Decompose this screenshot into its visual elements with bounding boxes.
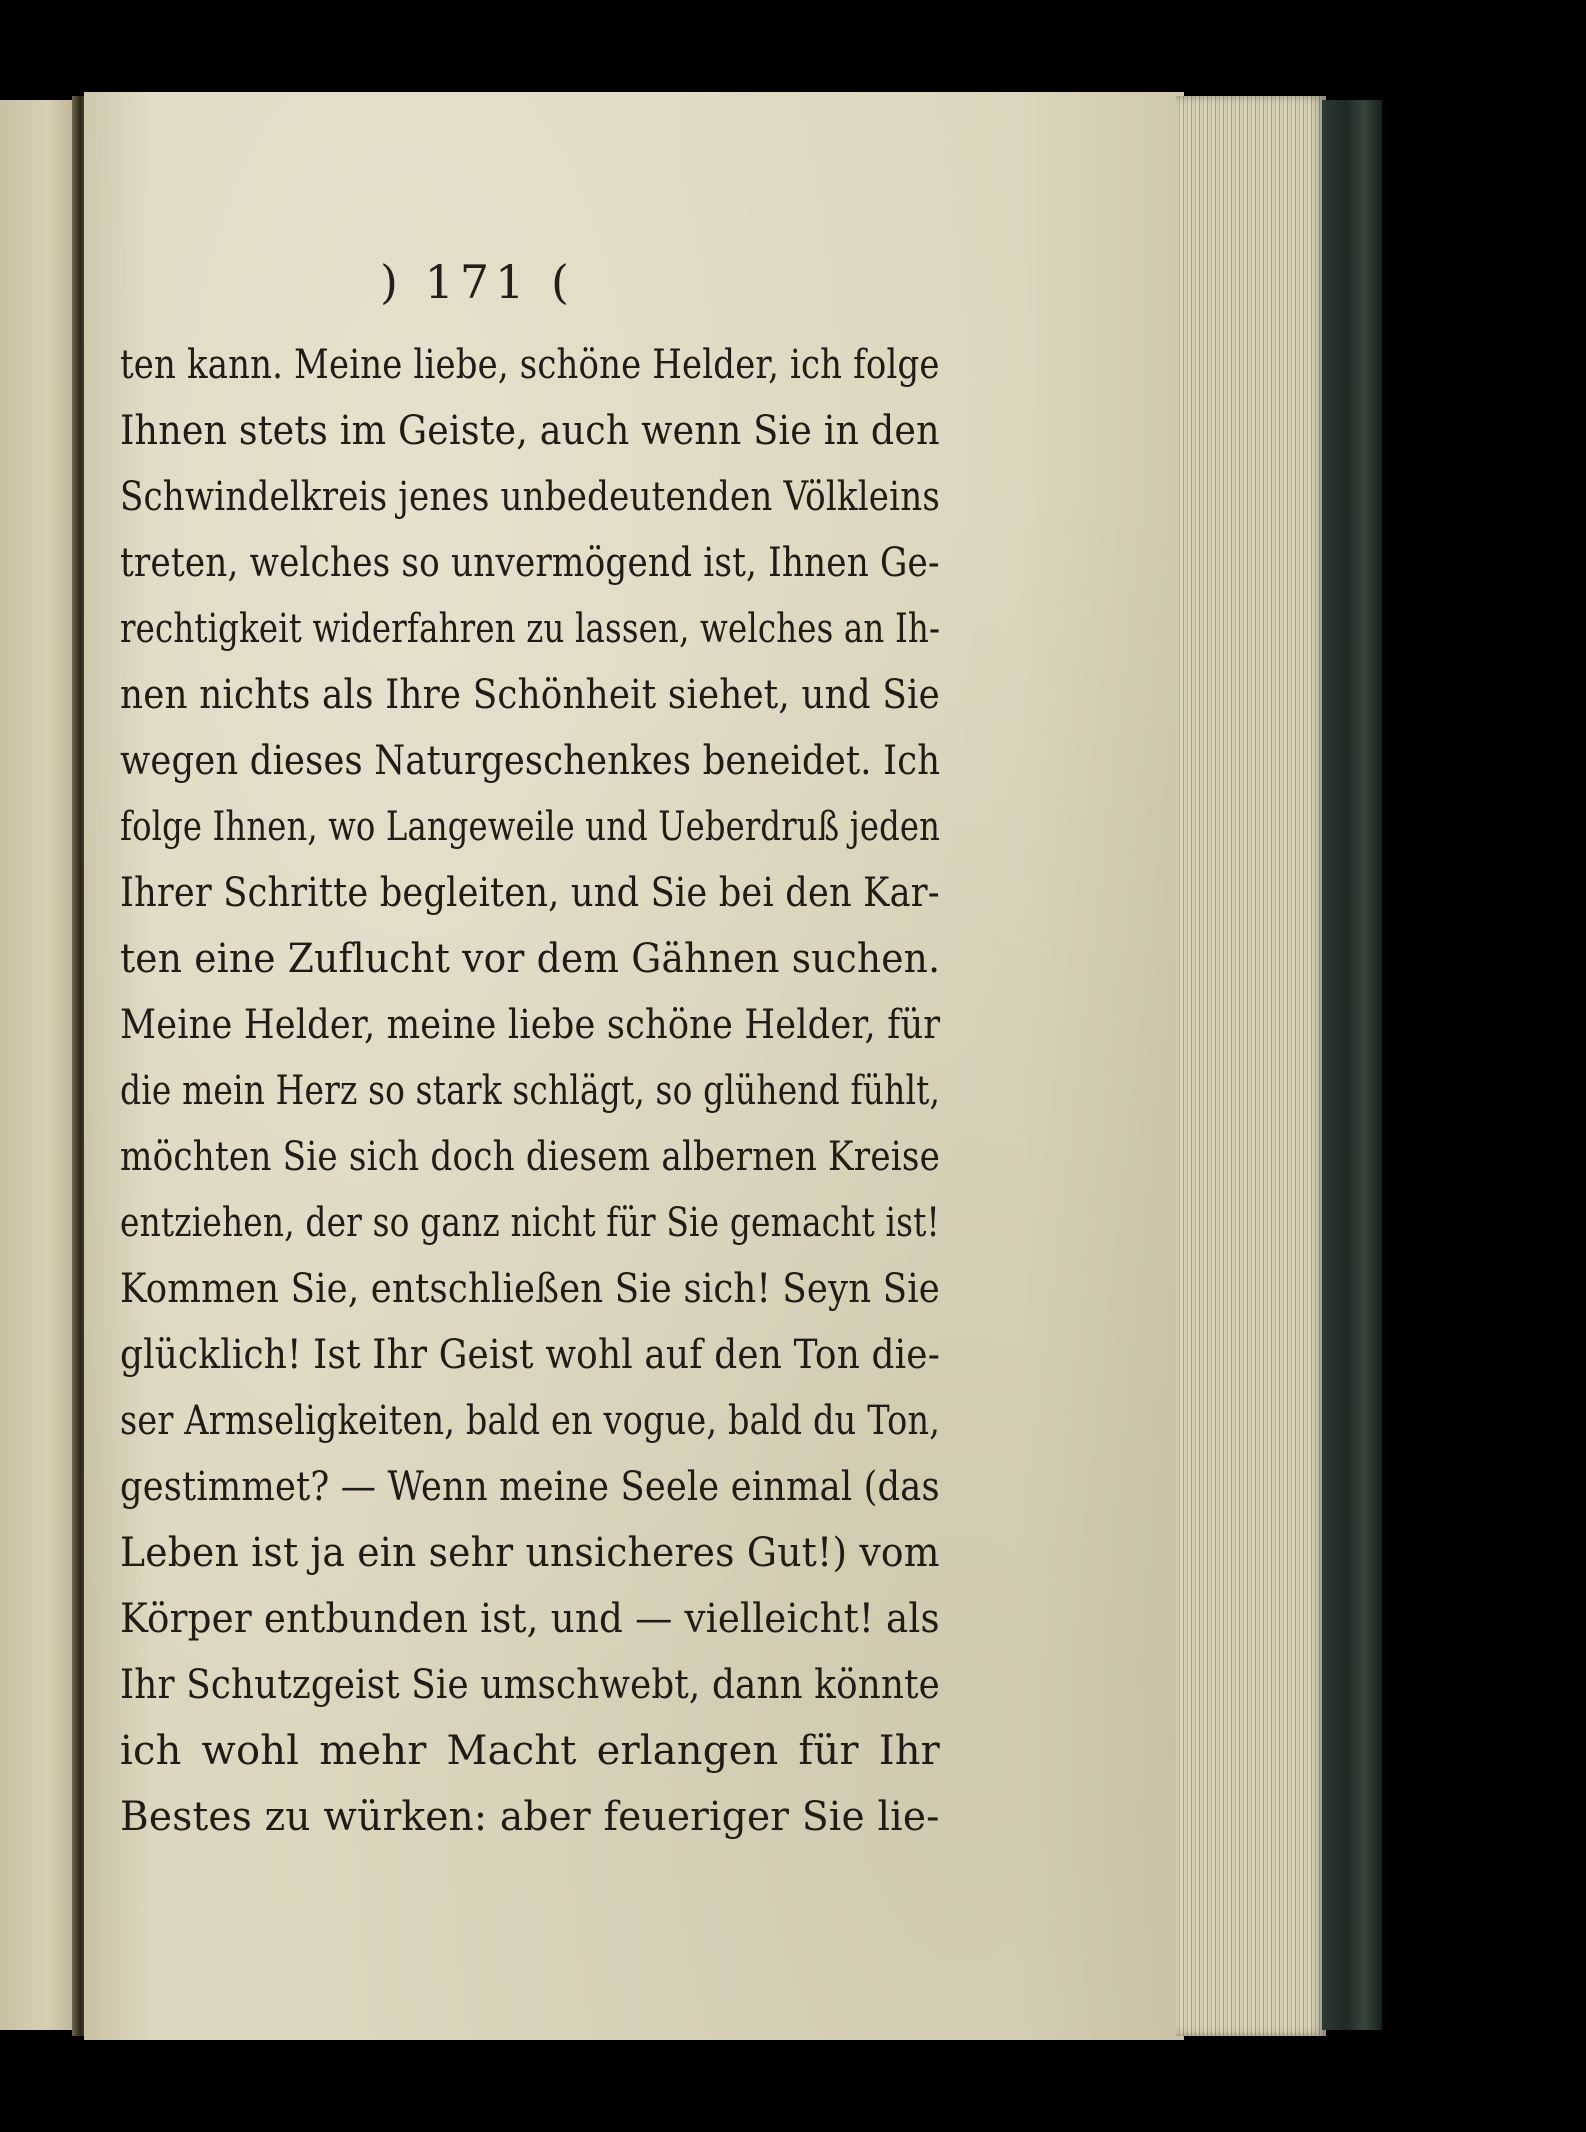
text-line: Ihnen stets im Geiste, auch wenn Sie in den (120, 408, 940, 454)
text-line: nen nichts als Ihre Schönheit siehet, und Sie (120, 672, 940, 718)
text-line: Ihr Schutzgeist Sie umschwebt, dann könnte (120, 1662, 940, 1708)
text-line: ten eine Zuflucht vor dem Gähnen suchen. (120, 936, 941, 982)
page-block-edges (1176, 96, 1326, 2036)
text-line: Leben ist ja ein sehr unsicheres Gut!) vom (120, 1530, 940, 1576)
text-line: ser Armseligkeiten, bald en vogue, bald du Ton, (120, 1398, 941, 1444)
text-line: Körper entbunden ist, und — vielleicht! als (120, 1596, 940, 1642)
text-line: die mein Herz so stark schlägt, so glühend fühlt, (120, 1068, 941, 1114)
text-line: ten kann. Meine liebe, schöne Helder, ich folge (120, 342, 940, 388)
left-facing-page (0, 100, 80, 2030)
text-line: Bestes zu würken: aber feueriger Sie lie- (120, 1794, 940, 1840)
text-line: entziehen, der so ganz nicht für Sie gemacht ist! (120, 1200, 940, 1246)
book-cover-edge (1322, 100, 1382, 2030)
text-line: Meine Helder, meine liebe schöne Helder, für (120, 1002, 941, 1048)
text-line: folge Ihnen, wo Langeweile und Ueberdruß jeden (120, 804, 941, 850)
text-line: rechtigkeit widerfahren zu lassen, welches an Ih- (120, 606, 941, 652)
text-line: gestimmet? — Wenn meine Seele einmal (das (120, 1464, 940, 1510)
text-line: treten, welches so unvermögend ist, Ihnen Ge- (120, 540, 940, 586)
text-line: Kommen Sie, entschließen Sie sich! Seyn Sie (120, 1266, 940, 1312)
text-line: möchten Sie sich doch diesem albernen Kreise (120, 1134, 941, 1180)
text-line: glücklich! Ist Ihr Geist wohl auf den Ton die- (120, 1332, 940, 1378)
text-line: Ihrer Schritte begleiten, und Sie bei den Kar- (120, 870, 940, 916)
text-line: ich wohl mehr Macht erlangen für Ihr (120, 1728, 940, 1774)
text-line: wegen dieses Naturgeschenkes beneidet. Ich (120, 738, 941, 784)
text-line: Schwindelkreis jenes unbedeutenden Völkleins (120, 474, 941, 520)
page-number-header: ) 171 ( (380, 255, 575, 309)
